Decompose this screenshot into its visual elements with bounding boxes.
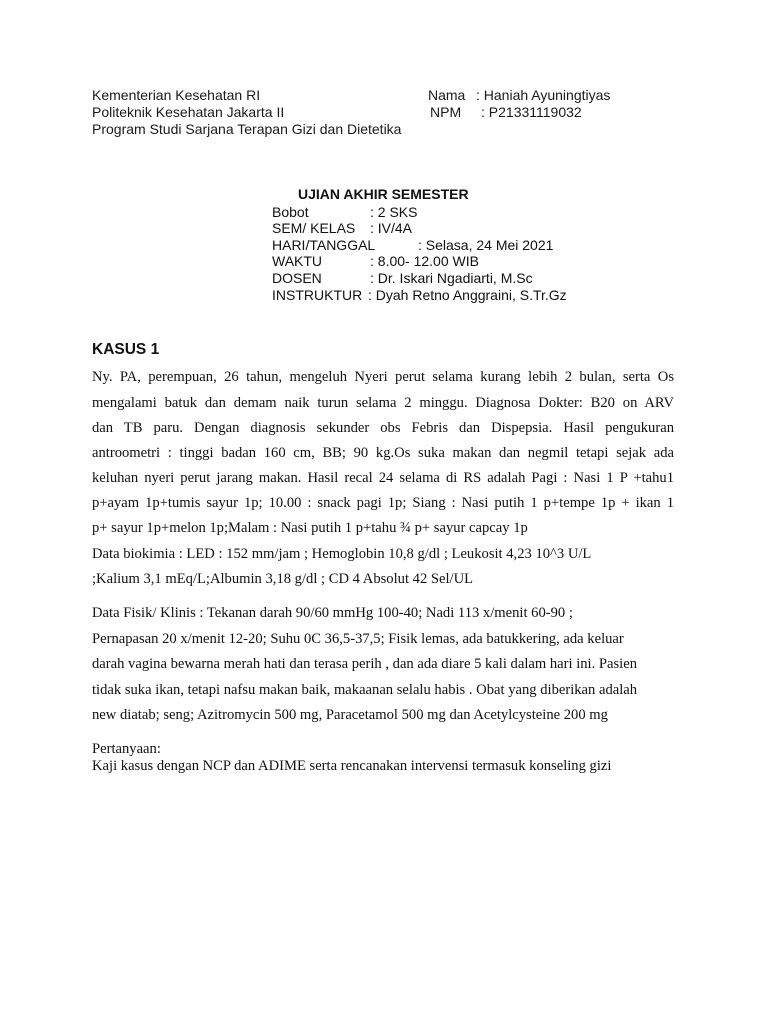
question-text: Kaji kasus dengan NCP dan ADIME serta rencanakan intervensi termasuk konseling gizi bbox=[92, 758, 612, 774]
nama-value: : Haniah Ayuningtiyas bbox=[476, 87, 611, 103]
case-line: p+ sayur 1p+melon 1p;Malam : Nasi putih 1 p+tahu ¾ p+ sayur capcay 1p bbox=[92, 520, 528, 536]
npm-label: NPM bbox=[430, 104, 462, 120]
case-line: Ny. PA, perempuan, 26 tahun, mengeluh Nyeri perut selama kurang lebih 2 bulan, serta Os bbox=[92, 369, 674, 385]
exam-row-bobot-value: : 2 SKS bbox=[370, 204, 418, 220]
case-line: antroometri : tinggi badan 160 cm, BB; 90 kg.Os suka makan dan negmil tetapi sejak ada bbox=[92, 445, 674, 461]
clinical-line: darah vagina bewarna merah hati dan terasa perih , dan ada diare 5 kali dalam hari ini. Pasien bbox=[92, 656, 638, 672]
biochemistry-line: ;Kalium 3,1 mEq/L;Albumin 3,18 g/dl ; CD 4 Absolut 42 Sel/UL bbox=[92, 571, 474, 587]
exam-row-instruktur-label: INSTRUKTUR bbox=[272, 287, 363, 303]
ministry-name: Kementerian Kesehatan RI bbox=[92, 87, 261, 103]
case-line: dan TB paru. Dengan diagnosis sekunder obs Febris dan Dispepsia. Hasil pengukuran bbox=[92, 420, 674, 436]
biochemistry-line: Data biokimia : LED : 152 mm/jam ; Hemoglobin 10,8 g/dl ; Leukosit 4,23 10^3 U/L bbox=[92, 546, 592, 562]
polytechnic-name: Politeknik Kesehatan Jakarta II bbox=[92, 104, 285, 120]
exam-title: UJIAN AKHIR SEMESTER bbox=[298, 186, 469, 202]
question-label: Pertanyaan: bbox=[92, 741, 161, 757]
exam-row-tanggal-label: HARI/TANGGAL bbox=[272, 237, 376, 253]
exam-row-kelas-label: SEM/ KELAS bbox=[272, 220, 356, 236]
exam-row-waktu-label: WAKTU bbox=[272, 253, 323, 269]
npm-value: : P21331119032 bbox=[481, 104, 582, 120]
exam-row-waktu-value: : 8.00- 12.00 WIB bbox=[370, 253, 479, 269]
case-line: mengalami batuk dan demam naik turun selama 2 minggu. Diagnosa Dokter: B20 on ARV bbox=[92, 395, 674, 411]
clinical-line: new diatab; seng; Azitromycin 500 mg, Paracetamol 500 mg dan Acetylcysteine 200 mg bbox=[92, 707, 608, 723]
exam-row-instruktur-value: : Dyah Retno Anggraini, S.Tr.Gz bbox=[368, 287, 567, 303]
clinical-line: tidak suka ikan, tetapi nafsu makan baik, makaanan selalu habis . Obat yang diberikan adalah bbox=[92, 682, 638, 698]
case-line: p+ayam 1p+tumis sayur 1p; 10.00 : snack pagi 1p; Siang : Nasi putih 1 p+tempe 1p + ikan 1 bbox=[92, 495, 674, 511]
exam-row-tanggal-value: : Selasa, 24 Mei 2021 bbox=[418, 237, 554, 253]
case-heading: KASUS 1 bbox=[92, 341, 160, 358]
exam-row-dosen-label: DOSEN bbox=[272, 270, 322, 286]
clinical-line: Pernapasan 20 x/menit 12-20; Suhu 0C 36,5-37,5; Fisik lemas, ada batukkering, ada keluar bbox=[92, 631, 624, 647]
nama-label: Nama bbox=[428, 87, 466, 103]
study-program: Program Studi Sarjana Terapan Gizi dan Dietetika bbox=[92, 121, 402, 137]
case-line: keluhan nyeri perut jarang makan. Hasil recal 24 selama di RS adalah Pagi : Nasi 1 P +tahu1 bbox=[92, 470, 674, 486]
exam-row-dosen-value: : Dr. Iskari Ngadiarti, M.Sc bbox=[370, 270, 533, 286]
clinical-line: Data Fisik/ Klinis : Tekanan darah 90/60 mmHg 100-40; Nadi 113 x/menit 60-90 ; bbox=[92, 605, 573, 621]
exam-row-bobot-label: Bobot bbox=[272, 204, 309, 220]
exam-row-kelas-value: : IV/4A bbox=[370, 220, 413, 236]
